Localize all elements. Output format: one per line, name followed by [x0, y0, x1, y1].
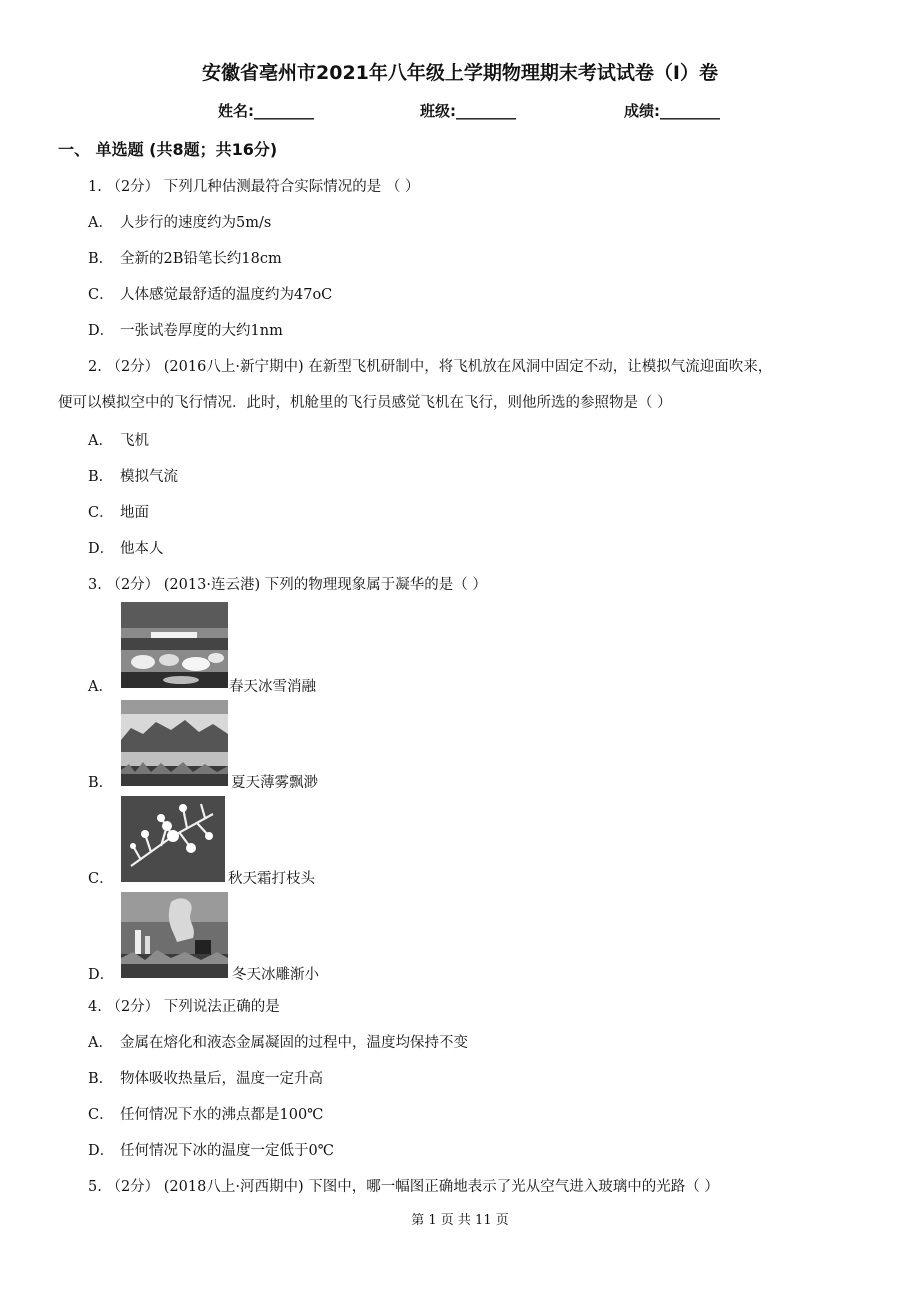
name-field: 姓名:________	[218, 102, 314, 120]
page-footer: 第 1 页 共 11 页	[411, 1213, 509, 1228]
question-1-option-b	[88, 247, 282, 268]
question-1-stem: 1. （2分） 下列几种估测最符合实际情况的是 （ ）	[88, 179, 420, 195]
section-heading: 一、 单选题 (共8题；共16分)	[58, 140, 278, 159]
option-text: 物体吸收热量后，温度一定升高	[120, 1071, 323, 1087]
ice-sculpture-photo	[121, 892, 228, 978]
option-label: A．	[88, 679, 113, 695]
option-label: B．	[88, 1071, 114, 1087]
question-2-option-c	[88, 501, 149, 522]
option-label: B．	[88, 469, 114, 485]
option-label: C．	[88, 505, 114, 521]
option-text: 任何情况下水的沸点都是100℃	[120, 1107, 324, 1123]
option-caption: 夏天薄雾飘渺	[231, 775, 318, 791]
option-text: 飞机	[120, 433, 149, 449]
page-title: 安徽省亳州市2021年八年级上学期物理期末考试试卷（I）卷	[202, 62, 718, 84]
option-label: A．	[88, 1035, 113, 1051]
option-caption: 秋天霜打枝头	[228, 871, 315, 887]
option-text: 全新的2B铅笔长约18cm	[120, 251, 282, 267]
option-label: C．	[88, 871, 114, 887]
question-4-option-c	[88, 1103, 323, 1124]
option-text: 地面	[120, 505, 149, 521]
question-2-stem: 2. （2分） (2016八上·新宁期中) 在新型飞机研制中，将飞机放在风洞中固定不动，让模拟气流迎面吹来，	[88, 359, 773, 375]
question-3-stem: 3. （2分） (2013·连云港) 下列的物理现象属于凝华的是（ ）	[88, 577, 487, 593]
question-3-option-c	[88, 796, 388, 888]
question-1-option-c	[88, 283, 332, 304]
question-4-option-b	[88, 1067, 323, 1088]
question-2-option-a	[88, 429, 149, 450]
option-text: 人步行的速度约为5m/s	[120, 215, 272, 231]
option-text: 任何情况下冰的温度一定低于0℃	[120, 1143, 334, 1159]
option-label: A．	[88, 433, 113, 449]
option-text: 模拟气流	[120, 469, 178, 485]
question-4-option-a	[88, 1031, 468, 1052]
option-caption: 春天冰雪消融	[229, 679, 316, 695]
question-2-option-d	[88, 537, 164, 558]
option-label: C．	[88, 1107, 114, 1123]
option-text: 他本人	[120, 541, 164, 557]
question-2-option-b	[88, 465, 178, 486]
option-text: 人体感觉最舒适的温度约为47oC	[120, 287, 333, 303]
question-4-option-d	[88, 1139, 334, 1160]
option-text: 金属在熔化和液态金属凝固的过程中，温度均保持不变	[120, 1035, 468, 1051]
option-label: A．	[88, 215, 113, 231]
question-2-stem-continued: 便可以模拟空中的飞行情况．此时，机舱里的飞行员感觉飞机在飞行，则他所选的参照物是（ ）	[58, 395, 672, 411]
question-3-option-b	[88, 700, 388, 792]
score-field: 成绩:________	[624, 102, 720, 120]
class-field: 班级:________	[420, 102, 516, 120]
option-label: D．	[88, 1143, 115, 1159]
option-label: D．	[88, 967, 115, 983]
option-label: C．	[88, 287, 114, 303]
question-1-option-a	[88, 211, 271, 232]
option-caption: 冬天冰雕渐小	[232, 967, 319, 983]
question-3-option-a	[88, 602, 388, 694]
question-3-option-d	[88, 892, 388, 984]
option-label: B．	[88, 775, 114, 791]
option-text: 一张试卷厚度的大约1nm	[120, 323, 283, 339]
option-label: B．	[88, 251, 114, 267]
option-label: D．	[88, 323, 115, 339]
frost-photo	[121, 796, 225, 882]
question-1-option-d	[88, 319, 283, 340]
question-4-stem: 4. （2分） 下列说法正确的是	[88, 999, 280, 1015]
mist-photo	[121, 700, 228, 786]
question-5-stem: 5. （2分） (2018八上·河西期中) 下图中，哪一幅图正确地表示了光从空气进入玻璃中的光路（ ）	[88, 1179, 719, 1195]
snow-melting-photo	[121, 602, 228, 688]
option-label: D．	[88, 541, 115, 557]
